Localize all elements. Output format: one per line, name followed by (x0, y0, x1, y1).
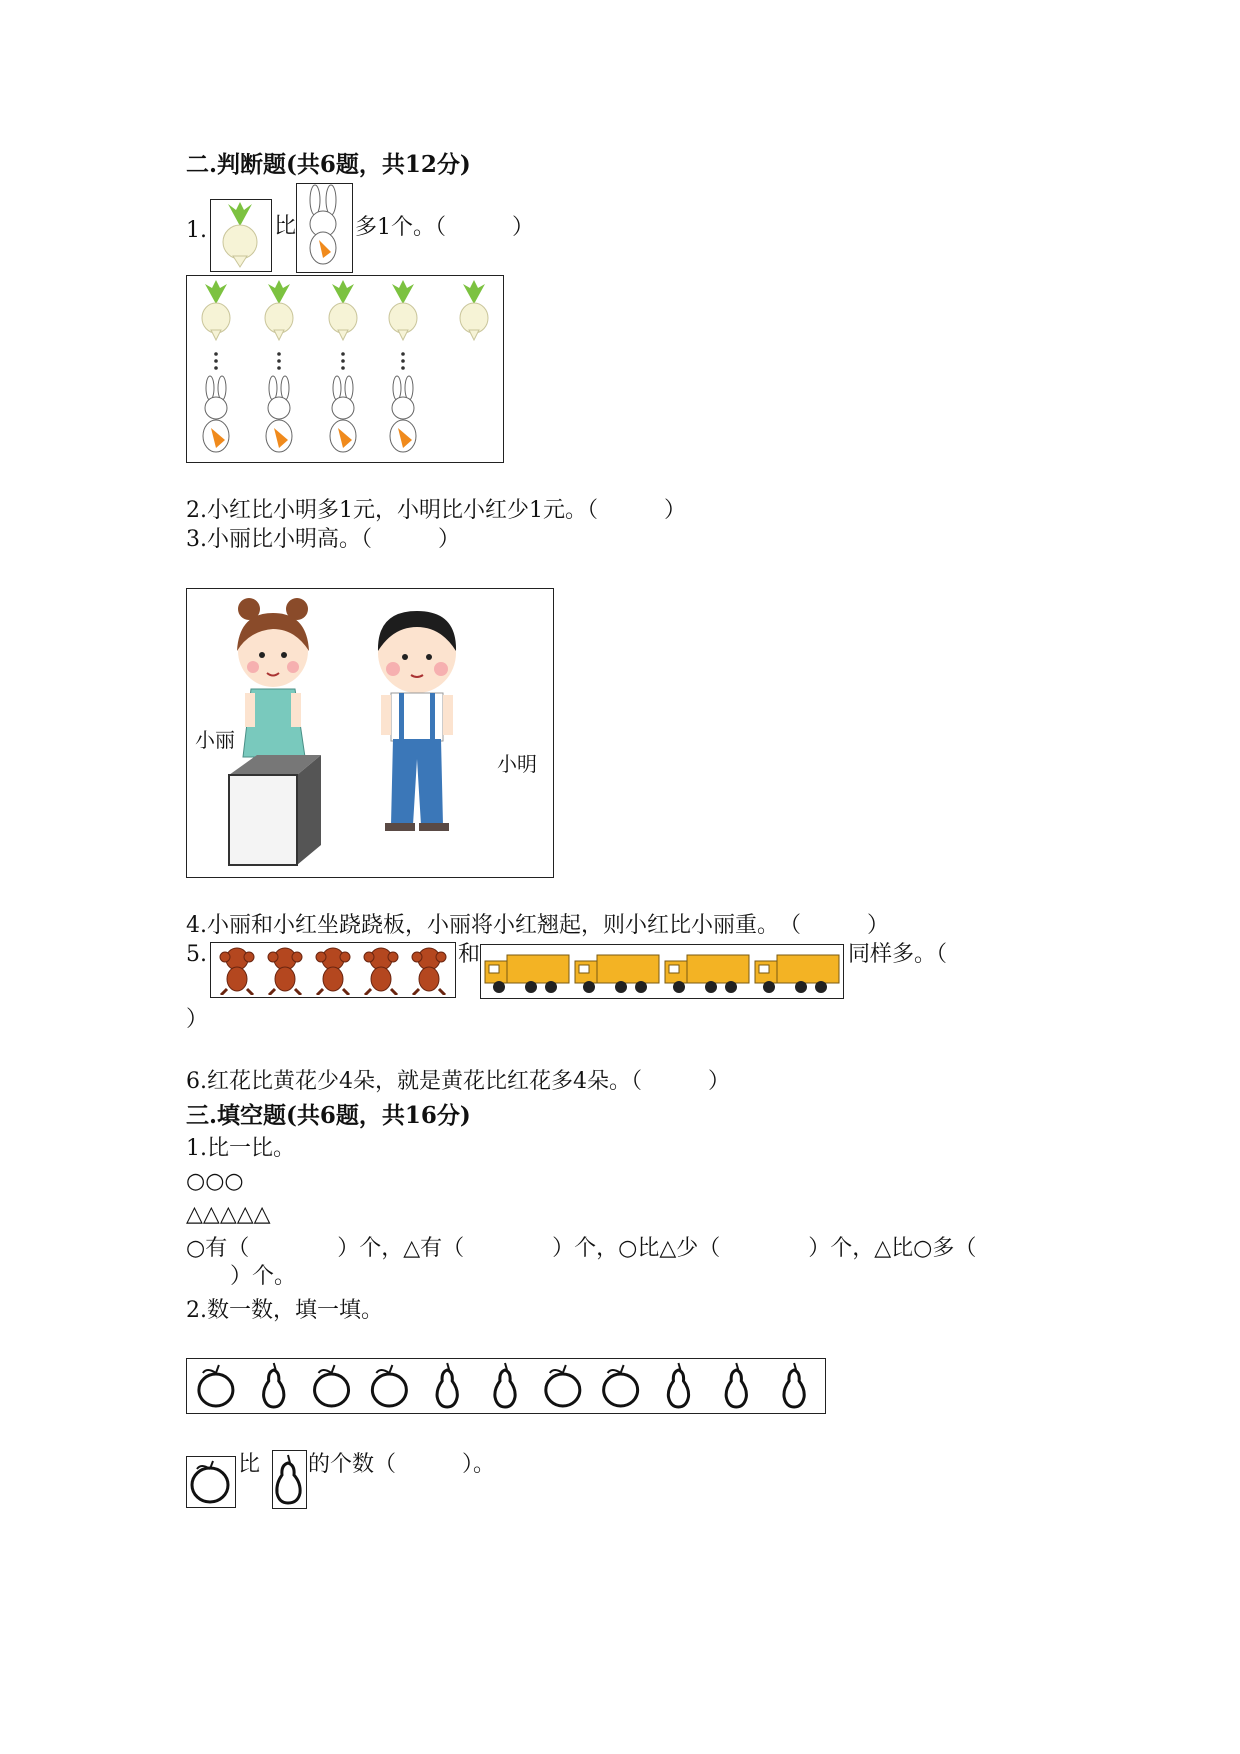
radish-bunny-compare-figure (186, 275, 504, 463)
bunny-icon (297, 184, 350, 270)
bunny-image-box (296, 183, 353, 273)
s3-q1-title: 1.比一比。 (186, 1136, 295, 1161)
cube (229, 755, 321, 865)
section-2-heading: 二.判断题(共6题，共12分) (186, 151, 471, 178)
radish-image-box (210, 199, 272, 272)
pear-icon (264, 1363, 284, 1407)
section-3-heading: 三.填空题(共6题，共16分) (186, 1102, 471, 1129)
label-xiaoming: 小明 (497, 752, 537, 776)
q5-close-paren: ） (186, 1007, 209, 1032)
pear-icon (726, 1363, 746, 1407)
monkeys-image-box (210, 942, 456, 998)
bunny-row (203, 376, 416, 452)
s3-q2-tail-text: 的个数（ ）。 (308, 1452, 496, 1477)
q1-bi-text: 比 (274, 214, 297, 239)
q1-number: 1. (186, 218, 207, 243)
s3-q2-bi-text: 比 (238, 1452, 261, 1477)
label-xiaoli: 小丽 (195, 728, 235, 752)
q4-text: 4.小丽和小红坐跷跷板，小丽将小红翘起，则小红比小丽重。 （ ） (186, 913, 889, 938)
boy-figure (378, 611, 456, 831)
radish-row (202, 280, 488, 340)
s3-q1-fill-line1: ○有（ ）个，△有（ ）个，○比△少（ ）个，△比○多（ (186, 1236, 977, 1261)
height-compare-figure (186, 588, 554, 878)
apple-icon (604, 1365, 638, 1406)
pear-image-box (272, 1450, 307, 1509)
pear-icon (273, 1451, 304, 1506)
pear-icon (784, 1363, 804, 1407)
apple-icon (187, 1457, 233, 1505)
apple-icon (199, 1365, 233, 1406)
pear-icon (437, 1363, 457, 1407)
q5-tail-text: 同样多。（ (848, 942, 948, 967)
dotted-connectors (214, 352, 405, 370)
q6-text: 6.红花比黄花少4朵，就是黄花比红花多4朵。（ ） (186, 1069, 730, 1094)
q1-tail-text: 多1个。（ ） (355, 215, 534, 240)
radish-icon (211, 200, 269, 269)
monkey-row (220, 948, 446, 995)
trucks-image-box (480, 944, 844, 999)
q5-number: 5. (186, 942, 207, 967)
circles-row: ○○○ (186, 1169, 244, 1194)
q2-text: 2.小红比小明多1元，小明比小红少1元。（ ） (186, 498, 686, 523)
q5-he-text: 和 (458, 942, 481, 967)
fruit-sequence-figure (186, 1358, 826, 1414)
pear-icon (668, 1363, 688, 1407)
s3-q2-title: 2.数一数，填一填。 (186, 1298, 383, 1323)
q3-text: 3.小丽比小明高。（ ） (186, 527, 460, 552)
triangles-row: △△△△△ (186, 1202, 271, 1227)
truck-row (485, 955, 839, 993)
apple-icon (546, 1365, 580, 1406)
apple-icon (315, 1365, 349, 1406)
pear-icon (495, 1363, 515, 1407)
s3-q1-fill-line2: ）个。 (186, 1264, 297, 1289)
apple-image-box (186, 1456, 236, 1508)
apple-icon (372, 1365, 406, 1406)
